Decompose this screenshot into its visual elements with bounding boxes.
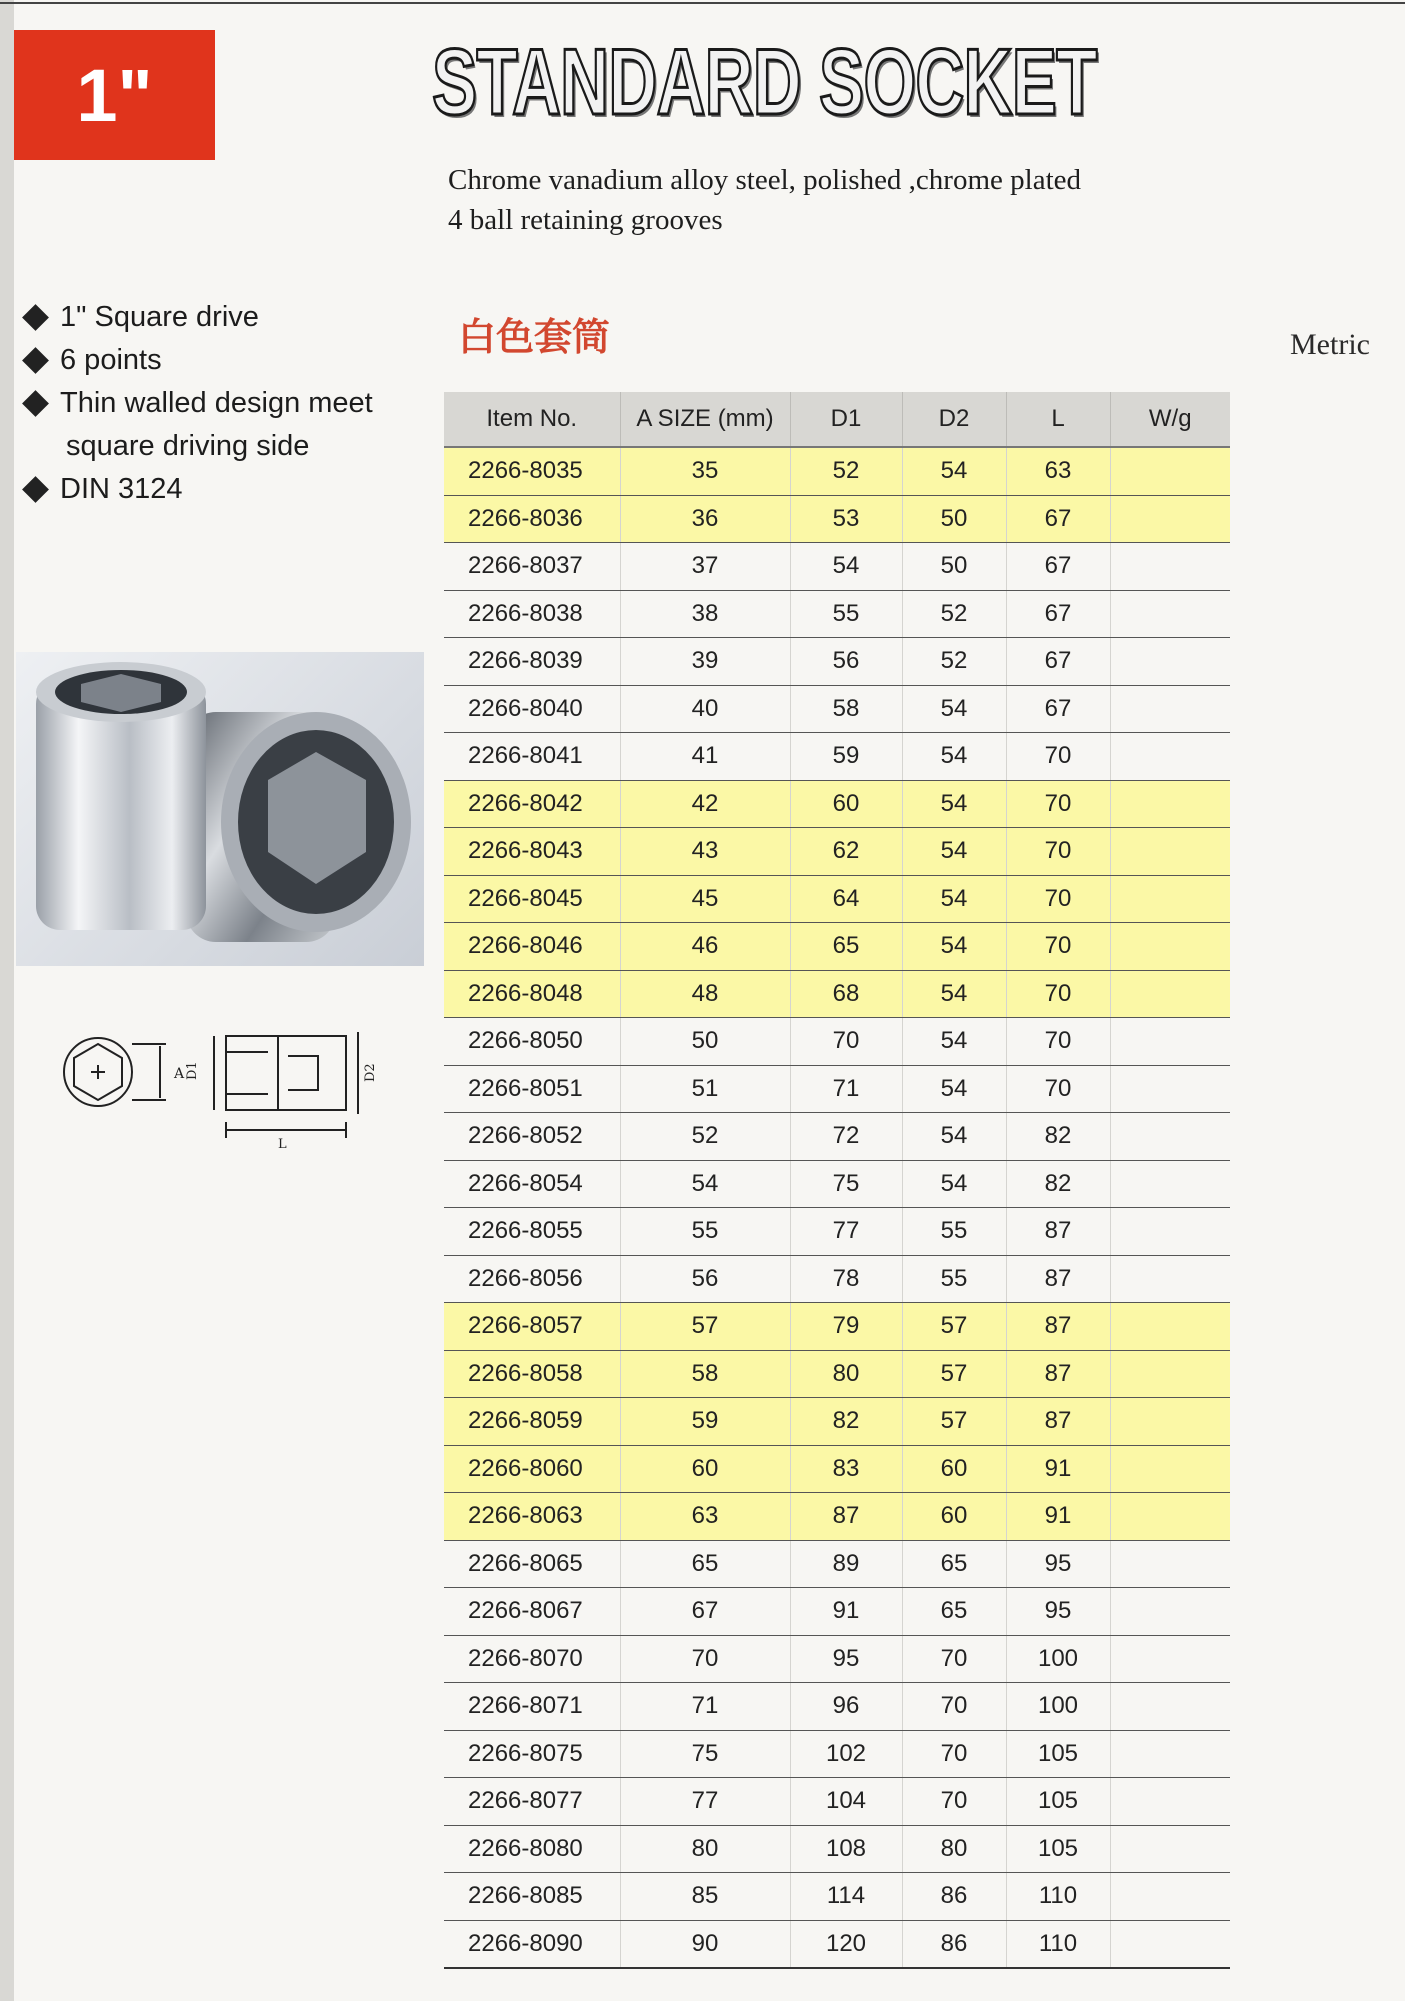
table-cell-item: 2266-8077 bbox=[444, 1778, 620, 1826]
table-row bbox=[444, 1065, 1230, 1113]
table-cell-d1: 53 bbox=[790, 495, 902, 543]
table-cell-w bbox=[1110, 638, 1230, 686]
table-cell-item: 2266-8055 bbox=[444, 1208, 620, 1256]
table-cell-d2: 52 bbox=[902, 590, 1006, 638]
table-cell-item: 2266-8054 bbox=[444, 1160, 620, 1208]
table-cell-d2: 86 bbox=[902, 1873, 1006, 1921]
table-cell-d1: 60 bbox=[790, 780, 902, 828]
table-cell-d2: 57 bbox=[902, 1398, 1006, 1446]
table-cell-a: 80 bbox=[620, 1825, 790, 1873]
table-cell-d2: 52 bbox=[902, 638, 1006, 686]
table-cell-d2: 50 bbox=[902, 495, 1006, 543]
table-cell-item: 2266-8042 bbox=[444, 780, 620, 828]
table-cell-a: 57 bbox=[620, 1303, 790, 1351]
table-cell-d2: 60 bbox=[902, 1493, 1006, 1541]
table-cell-w bbox=[1110, 447, 1230, 495]
table-cell-d2: 60 bbox=[902, 1445, 1006, 1493]
socket-photo bbox=[16, 652, 424, 966]
table-cell-d1: 91 bbox=[790, 1588, 902, 1636]
label-a: A bbox=[174, 1066, 185, 1082]
table-cell-l: 87 bbox=[1006, 1350, 1110, 1398]
table-cell-d2: 54 bbox=[902, 447, 1006, 495]
table-cell-d2: 54 bbox=[902, 1018, 1006, 1066]
table-cell-d2: 65 bbox=[902, 1540, 1006, 1588]
table-cell-a: 58 bbox=[620, 1350, 790, 1398]
table-cell-item: 2266-8048 bbox=[444, 970, 620, 1018]
table-cell-a: 42 bbox=[620, 780, 790, 828]
table-cell-a: 48 bbox=[620, 970, 790, 1018]
table-cell-w bbox=[1110, 1208, 1230, 1256]
table-cell-d2: 55 bbox=[902, 1255, 1006, 1303]
table-cell-item: 2266-8075 bbox=[444, 1730, 620, 1778]
table-cell-l: 67 bbox=[1006, 543, 1110, 591]
column-header: L bbox=[1006, 392, 1110, 447]
page-title: STANDARD SOCKET bbox=[432, 29, 1097, 134]
table-cell-w bbox=[1110, 543, 1230, 591]
table-cell-item: 2266-8080 bbox=[444, 1825, 620, 1873]
socket-spec-table bbox=[444, 392, 1230, 1969]
table-cell-w bbox=[1110, 1493, 1230, 1541]
table-cell-l: 67 bbox=[1006, 590, 1110, 638]
table-cell-item: 2266-8052 bbox=[444, 1113, 620, 1161]
table-cell-a: 41 bbox=[620, 733, 790, 781]
table-header-row bbox=[444, 392, 1230, 447]
feature-list bbox=[20, 296, 373, 511]
table-cell-item: 2266-8070 bbox=[444, 1635, 620, 1683]
table-cell-a: 45 bbox=[620, 875, 790, 923]
table-cell-item: 2266-8085 bbox=[444, 1873, 620, 1921]
table-cell-w bbox=[1110, 1350, 1230, 1398]
table-cell-a: 70 bbox=[620, 1635, 790, 1683]
table-cell-d1: 120 bbox=[790, 1920, 902, 1968]
table-cell-l: 91 bbox=[1006, 1445, 1110, 1493]
column-header: D1 bbox=[790, 392, 902, 447]
table-cell-a: 40 bbox=[620, 685, 790, 733]
table-cell-w bbox=[1110, 923, 1230, 971]
table-cell-d1: 108 bbox=[790, 1825, 902, 1873]
table-row bbox=[444, 1730, 1230, 1778]
table-cell-d2: 54 bbox=[902, 1065, 1006, 1113]
table-cell-a: 63 bbox=[620, 1493, 790, 1541]
table-cell-a: 55 bbox=[620, 1208, 790, 1256]
table-cell-d1: 72 bbox=[790, 1113, 902, 1161]
table-cell-w bbox=[1110, 1730, 1230, 1778]
table-cell-w bbox=[1110, 1160, 1230, 1208]
table-cell-a: 36 bbox=[620, 495, 790, 543]
table-cell-a: 60 bbox=[620, 1445, 790, 1493]
table-cell-l: 105 bbox=[1006, 1825, 1110, 1873]
table-cell-d2: 70 bbox=[902, 1778, 1006, 1826]
table-cell-d1: 75 bbox=[790, 1160, 902, 1208]
table-cell-d1: 78 bbox=[790, 1255, 902, 1303]
feature-text: DIN 3124 bbox=[60, 473, 183, 505]
table-cell-d1: 55 bbox=[790, 590, 902, 638]
table-cell-item: 2266-8065 bbox=[444, 1540, 620, 1588]
table-cell-l: 110 bbox=[1006, 1920, 1110, 1968]
table-cell-d2: 80 bbox=[902, 1825, 1006, 1873]
table-row bbox=[444, 1635, 1230, 1683]
table-cell-a: 54 bbox=[620, 1160, 790, 1208]
table-cell-item: 2266-8090 bbox=[444, 1920, 620, 1968]
table-cell-d1: 80 bbox=[790, 1350, 902, 1398]
table-cell-w bbox=[1110, 875, 1230, 923]
table-cell-d1: 52 bbox=[790, 447, 902, 495]
table-cell-d2: 54 bbox=[902, 828, 1006, 876]
table-cell-d2: 55 bbox=[902, 1208, 1006, 1256]
description-line-1: Chrome vanadium alloy steel, polished ,chrome plated bbox=[448, 164, 1082, 196]
feature-item bbox=[20, 296, 373, 339]
feature-item bbox=[20, 468, 373, 511]
table-row bbox=[444, 1445, 1230, 1493]
table-cell-a: 75 bbox=[620, 1730, 790, 1778]
table-cell-d1: 83 bbox=[790, 1445, 902, 1493]
table-cell-d1: 104 bbox=[790, 1778, 902, 1826]
table-row bbox=[444, 1778, 1230, 1826]
table-cell-a: 67 bbox=[620, 1588, 790, 1636]
table-cell-item: 2266-8046 bbox=[444, 923, 620, 971]
table-cell-item: 2266-8041 bbox=[444, 733, 620, 781]
table-cell-w bbox=[1110, 1540, 1230, 1588]
table-cell-d2: 70 bbox=[902, 1683, 1006, 1731]
table-cell-w bbox=[1110, 1873, 1230, 1921]
diamond-bullet-icon bbox=[22, 304, 49, 331]
socket-dimension-diagram bbox=[56, 1022, 396, 1152]
table-cell-item: 2266-8050 bbox=[444, 1018, 620, 1066]
table-row bbox=[444, 1825, 1230, 1873]
table-cell-d2: 54 bbox=[902, 875, 1006, 923]
table-cell-w bbox=[1110, 780, 1230, 828]
table-cell-d1: 65 bbox=[790, 923, 902, 971]
table-cell-w bbox=[1110, 1683, 1230, 1731]
table-cell-l: 87 bbox=[1006, 1303, 1110, 1351]
table-cell-d2: 54 bbox=[902, 923, 1006, 971]
table-cell-item: 2266-8071 bbox=[444, 1683, 620, 1731]
table-cell-l: 95 bbox=[1006, 1588, 1110, 1636]
table-cell-w bbox=[1110, 1303, 1230, 1351]
table-row bbox=[444, 970, 1230, 1018]
feature-item-continued bbox=[20, 425, 373, 468]
table-cell-d1: 95 bbox=[790, 1635, 902, 1683]
table-cell-item: 2266-8059 bbox=[444, 1398, 620, 1446]
table-row bbox=[444, 1873, 1230, 1921]
table-cell-l: 70 bbox=[1006, 828, 1110, 876]
table-cell-d2: 70 bbox=[902, 1635, 1006, 1683]
metric-label: Metric bbox=[1290, 328, 1370, 361]
column-header: D2 bbox=[902, 392, 1006, 447]
table-cell-item: 2266-8040 bbox=[444, 685, 620, 733]
table-row bbox=[444, 685, 1230, 733]
table-cell-l: 82 bbox=[1006, 1113, 1110, 1161]
table-cell-d2: 54 bbox=[902, 1160, 1006, 1208]
table-row bbox=[444, 1303, 1230, 1351]
table-cell-d1: 68 bbox=[790, 970, 902, 1018]
table-cell-d2: 86 bbox=[902, 1920, 1006, 1968]
table-row bbox=[444, 1683, 1230, 1731]
table-cell-d1: 70 bbox=[790, 1018, 902, 1066]
table-cell-w bbox=[1110, 590, 1230, 638]
table-cell-item: 2266-8043 bbox=[444, 828, 620, 876]
table-cell-w bbox=[1110, 1825, 1230, 1873]
table-row bbox=[444, 1208, 1230, 1256]
table-row bbox=[444, 447, 1230, 495]
table-cell-item: 2266-8060 bbox=[444, 1445, 620, 1493]
label-l: L bbox=[278, 1137, 287, 1152]
table-cell-l: 100 bbox=[1006, 1635, 1110, 1683]
description-line-2: 4 ball retaining grooves bbox=[448, 204, 723, 236]
table-cell-item: 2266-8035 bbox=[444, 447, 620, 495]
table-cell-w bbox=[1110, 828, 1230, 876]
table-cell-a: 38 bbox=[620, 590, 790, 638]
table-cell-l: 110 bbox=[1006, 1873, 1110, 1921]
table-cell-a: 50 bbox=[620, 1018, 790, 1066]
label-d2: D2 bbox=[363, 1063, 378, 1082]
table-row bbox=[444, 495, 1230, 543]
table-cell-a: 77 bbox=[620, 1778, 790, 1826]
table-cell-l: 70 bbox=[1006, 780, 1110, 828]
table-cell-l: 105 bbox=[1006, 1730, 1110, 1778]
table-cell-d2: 57 bbox=[902, 1303, 1006, 1351]
table-cell-a: 90 bbox=[620, 1920, 790, 1968]
table-cell-d2: 54 bbox=[902, 1113, 1006, 1161]
table-cell-item: 2266-8036 bbox=[444, 495, 620, 543]
table-row bbox=[444, 923, 1230, 971]
table-cell-item: 2266-8051 bbox=[444, 1065, 620, 1113]
diamond-bullet-icon bbox=[22, 390, 49, 417]
table-cell-a: 59 bbox=[620, 1398, 790, 1446]
table-row bbox=[444, 1588, 1230, 1636]
table-cell-l: 87 bbox=[1006, 1208, 1110, 1256]
table-cell-d1: 54 bbox=[790, 543, 902, 591]
feature-text: square driving side bbox=[66, 430, 310, 462]
table-cell-l: 70 bbox=[1006, 1065, 1110, 1113]
table-cell-item: 2266-8056 bbox=[444, 1255, 620, 1303]
table-cell-l: 91 bbox=[1006, 1493, 1110, 1541]
table-cell-d1: 71 bbox=[790, 1065, 902, 1113]
table-cell-l: 70 bbox=[1006, 733, 1110, 781]
feature-text: 1" Square drive bbox=[60, 301, 259, 333]
table-cell-d1: 82 bbox=[790, 1398, 902, 1446]
table-cell-l: 67 bbox=[1006, 685, 1110, 733]
table-body bbox=[444, 447, 1230, 1968]
feature-item bbox=[20, 382, 373, 425]
table-row bbox=[444, 1018, 1230, 1066]
table-cell-l: 95 bbox=[1006, 1540, 1110, 1588]
table-cell-d1: 59 bbox=[790, 733, 902, 781]
table-row bbox=[444, 1255, 1230, 1303]
table-cell-l: 63 bbox=[1006, 447, 1110, 495]
table-cell-item: 2266-8045 bbox=[444, 875, 620, 923]
feature-text: Thin walled design meet bbox=[60, 387, 373, 419]
table-cell-w bbox=[1110, 1635, 1230, 1683]
feature-item bbox=[20, 339, 373, 382]
table-cell-l: 87 bbox=[1006, 1398, 1110, 1446]
table-cell-d1: 64 bbox=[790, 875, 902, 923]
table-cell-w bbox=[1110, 733, 1230, 781]
table-cell-l: 67 bbox=[1006, 638, 1110, 686]
table-row bbox=[444, 1350, 1230, 1398]
table-cell-a: 71 bbox=[620, 1683, 790, 1731]
table-cell-w bbox=[1110, 1065, 1230, 1113]
table-cell-l: 67 bbox=[1006, 495, 1110, 543]
table-cell-item: 2266-8057 bbox=[444, 1303, 620, 1351]
table-cell-a: 52 bbox=[620, 1113, 790, 1161]
table-cell-w bbox=[1110, 1398, 1230, 1446]
table-cell-d1: 58 bbox=[790, 685, 902, 733]
table-row bbox=[444, 733, 1230, 781]
table-cell-a: 37 bbox=[620, 543, 790, 591]
feature-text: 6 points bbox=[60, 344, 162, 376]
table-cell-a: 35 bbox=[620, 447, 790, 495]
table-cell-w bbox=[1110, 1920, 1230, 1968]
table-cell-l: 105 bbox=[1006, 1778, 1110, 1826]
table-cell-d1: 96 bbox=[790, 1683, 902, 1731]
table-cell-w bbox=[1110, 495, 1230, 543]
table-cell-a: 39 bbox=[620, 638, 790, 686]
table-row bbox=[444, 780, 1230, 828]
table-cell-w bbox=[1110, 970, 1230, 1018]
table-cell-w bbox=[1110, 1113, 1230, 1161]
table-cell-a: 85 bbox=[620, 1873, 790, 1921]
label-d1: D1 bbox=[185, 1061, 200, 1080]
table-cell-d2: 54 bbox=[902, 733, 1006, 781]
table-row bbox=[444, 1113, 1230, 1161]
table-row bbox=[444, 1540, 1230, 1588]
table-cell-a: 51 bbox=[620, 1065, 790, 1113]
table-cell-a: 43 bbox=[620, 828, 790, 876]
table-row bbox=[444, 1398, 1230, 1446]
page-edge-shadow bbox=[0, 0, 14, 2001]
table-cell-d1: 62 bbox=[790, 828, 902, 876]
table-row bbox=[444, 638, 1230, 686]
table-cell-d1: 89 bbox=[790, 1540, 902, 1588]
table-cell-a: 46 bbox=[620, 923, 790, 971]
table-cell-d2: 57 bbox=[902, 1350, 1006, 1398]
table-row bbox=[444, 1493, 1230, 1541]
table-cell-d2: 54 bbox=[902, 970, 1006, 1018]
table-cell-w bbox=[1110, 1778, 1230, 1826]
table-cell-l: 70 bbox=[1006, 923, 1110, 971]
table-cell-item: 2266-8063 bbox=[444, 1493, 620, 1541]
table-row bbox=[444, 1920, 1230, 1968]
table-cell-l: 82 bbox=[1006, 1160, 1110, 1208]
table-cell-item: 2266-8037 bbox=[444, 543, 620, 591]
table-cell-d1: 77 bbox=[790, 1208, 902, 1256]
table-cell-w bbox=[1110, 1255, 1230, 1303]
table-cell-d2: 70 bbox=[902, 1730, 1006, 1778]
column-header: Item No. bbox=[444, 392, 620, 447]
table-cell-w bbox=[1110, 1018, 1230, 1066]
table-row bbox=[444, 543, 1230, 591]
table-cell-item: 2266-8067 bbox=[444, 1588, 620, 1636]
table-cell-l: 87 bbox=[1006, 1255, 1110, 1303]
column-header: A SIZE (mm) bbox=[620, 392, 790, 447]
diamond-bullet-icon bbox=[22, 347, 49, 374]
table-cell-a: 65 bbox=[620, 1540, 790, 1588]
table-cell-d1: 56 bbox=[790, 638, 902, 686]
table-cell-item: 2266-8058 bbox=[444, 1350, 620, 1398]
table-cell-d1: 114 bbox=[790, 1873, 902, 1921]
diamond-bullet-icon bbox=[22, 476, 49, 503]
table-cell-d2: 50 bbox=[902, 543, 1006, 591]
table-cell-w bbox=[1110, 685, 1230, 733]
table-row bbox=[444, 1160, 1230, 1208]
table-cell-d2: 54 bbox=[902, 685, 1006, 733]
table-cell-w bbox=[1110, 1445, 1230, 1493]
table-cell-l: 70 bbox=[1006, 1018, 1110, 1066]
column-header: W/g bbox=[1110, 392, 1230, 447]
chinese-title: 白色套筒 bbox=[458, 315, 611, 359]
table-row bbox=[444, 828, 1230, 876]
table-cell-item: 2266-8039 bbox=[444, 638, 620, 686]
table-cell-d2: 54 bbox=[902, 780, 1006, 828]
table-cell-item: 2266-8038 bbox=[444, 590, 620, 638]
table-row bbox=[444, 590, 1230, 638]
table-cell-d2: 65 bbox=[902, 1588, 1006, 1636]
table-cell-d1: 87 bbox=[790, 1493, 902, 1541]
table-cell-d1: 79 bbox=[790, 1303, 902, 1351]
table-row bbox=[444, 875, 1230, 923]
table-cell-l: 70 bbox=[1006, 875, 1110, 923]
top-rule bbox=[0, 2, 1405, 4]
table-cell-w bbox=[1110, 1588, 1230, 1636]
table-cell-l: 70 bbox=[1006, 970, 1110, 1018]
table-cell-a: 56 bbox=[620, 1255, 790, 1303]
drive-size-badge: 1" bbox=[14, 30, 215, 160]
table-cell-d1: 102 bbox=[790, 1730, 902, 1778]
table-cell-l: 100 bbox=[1006, 1683, 1110, 1731]
